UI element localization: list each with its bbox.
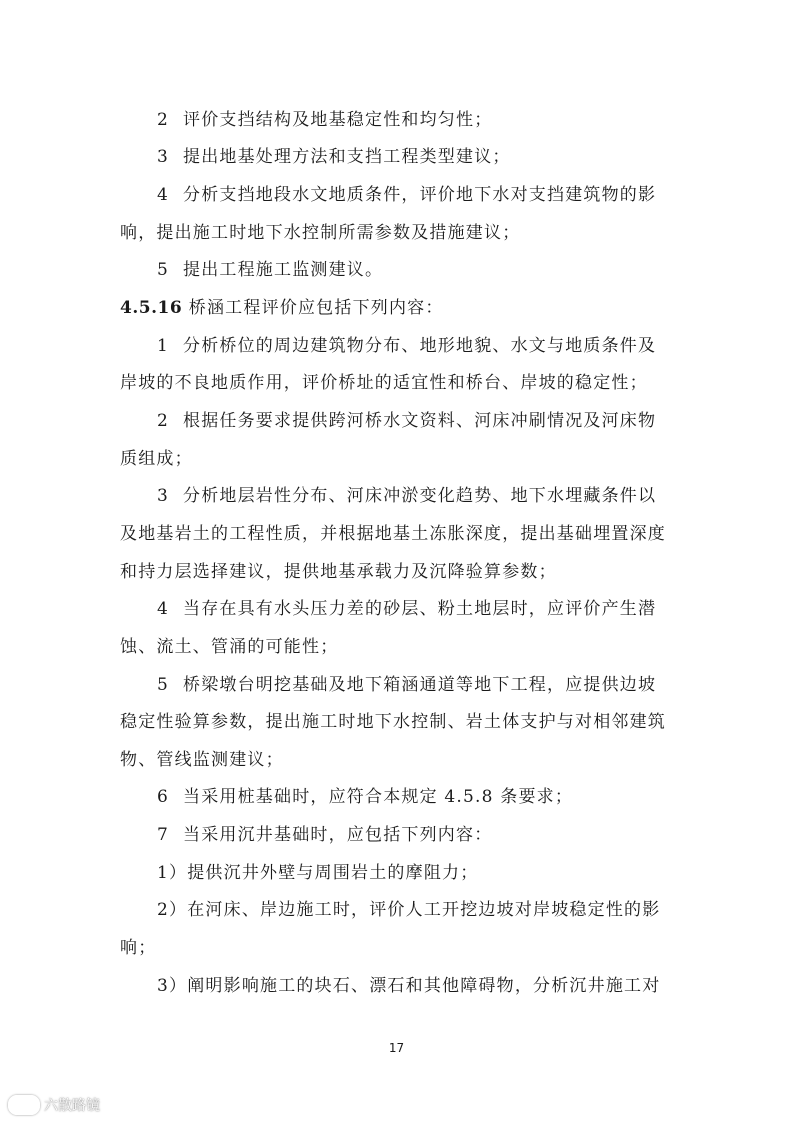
- item-text: 当采用桩基础时，应符合本规定 4.5.8 条要求；: [183, 787, 574, 807]
- continuation-line: [120, 522, 680, 546]
- item-text: 3）阐明影响施工的块石、漂石和其他障碍物，分析沉井施工对: [157, 976, 661, 996]
- item-line: [157, 334, 717, 358]
- clause-heading: [120, 296, 680, 320]
- item-number: 4: [157, 185, 170, 205]
- continuation-line: [120, 710, 680, 734]
- item-line: [157, 183, 680, 207]
- item-line: [157, 409, 717, 433]
- continuation-line: [120, 371, 680, 395]
- item-text: 当采用沉井基础时，应包括下列内容：: [183, 825, 493, 845]
- clause-number: 4.5.16: [120, 298, 183, 318]
- item-text: 1）提供沉井外壁与周围岩土的摩阻力；: [157, 863, 479, 883]
- item-line: [157, 597, 717, 621]
- item-line: [157, 258, 717, 282]
- item-line: [157, 484, 717, 508]
- item-number: 2: [157, 110, 170, 130]
- item-text: 稳定性验算参数，提出施工时地下水控制、岩土体支护与对相邻建筑: [120, 712, 666, 732]
- item-number: 6: [157, 787, 170, 807]
- item-text: 当存在具有水头压力差的砂层、粉土地层时，应评价产生潜: [183, 599, 657, 619]
- item-text: 蚀、流土、管涌的可能性；: [120, 637, 339, 657]
- page-number: 17: [388, 1041, 405, 1055]
- item-line: [157, 145, 717, 169]
- continuation-line: [120, 221, 680, 245]
- clause-text: 桥涵工程评价应包括下列内容：: [188, 298, 444, 318]
- continuation-line: [120, 635, 680, 659]
- item-text: 根据任务要求提供跨河桥水文资料、河床冲刷情况及河床物: [183, 411, 657, 431]
- item-text: 岸坡的不良地质作用，评价桥址的适宜性和桥台、岸坡的稳定性；: [120, 373, 648, 393]
- item-number: 5: [157, 260, 170, 280]
- item-text: 和持力层选择建议，提供地基承载力及沉降验算参数；: [120, 562, 557, 582]
- item-line: [157, 823, 717, 847]
- continuation-line: [120, 748, 680, 772]
- item-text: 分析桥位的周边建筑物分布、地形地貌、水文与地质条件及: [183, 336, 657, 356]
- item-number: 4: [157, 599, 170, 619]
- item-text: 及地基岩土的工程性质，并根据地基土冻胀深度，提出基础埋置深度: [120, 524, 666, 544]
- item-text: 2）在河床、岸边施工时，评价人工开挖边坡对岸坡稳定性的影: [157, 900, 661, 920]
- item-text: 质组成；: [120, 449, 193, 469]
- watermark: [8, 1095, 100, 1115]
- item-text: 提出工程施工监测建议。: [183, 260, 384, 280]
- item-line: [157, 108, 717, 132]
- item-line: [157, 673, 717, 697]
- continuation-line: [120, 560, 680, 584]
- item-line: [157, 785, 717, 809]
- item-number: 7: [157, 825, 170, 845]
- sub-item-line: [157, 898, 680, 922]
- sub-item-line: [157, 974, 680, 998]
- item-number: 3: [157, 486, 170, 506]
- item-text: 分析支挡地段水文地质条件，评价地下水对支挡建筑物的影: [183, 185, 657, 205]
- item-number: 5: [157, 675, 170, 695]
- item-number: 1: [157, 336, 170, 356]
- item-text: 提出地基处理方法和支挡工程类型建议；: [183, 147, 511, 167]
- item-number: 2: [157, 411, 170, 431]
- item-text: 评价支挡结构及地基稳定性和均匀性；: [183, 110, 493, 130]
- item-text: 响；: [120, 938, 157, 958]
- item-number: 3: [157, 147, 170, 167]
- continuation-line: [120, 936, 680, 960]
- sub-item-line: [157, 861, 717, 885]
- watermark-text: 六散路镜: [44, 1098, 100, 1114]
- item-text: 响，提出施工时地下水控制所需参数及措施建议；: [120, 223, 521, 243]
- item-text: 物、管线监测建议；: [120, 750, 284, 770]
- watermark-logo-icon: [8, 1095, 40, 1115]
- continuation-line: [120, 447, 680, 471]
- item-text: 桥梁墩台明挖基础及地下箱涵通道等地下工程，应提供边坡: [183, 675, 657, 695]
- item-text: 分析地层岩性分布、河床冲淤变化趋势、地下水埋藏条件以: [183, 486, 657, 506]
